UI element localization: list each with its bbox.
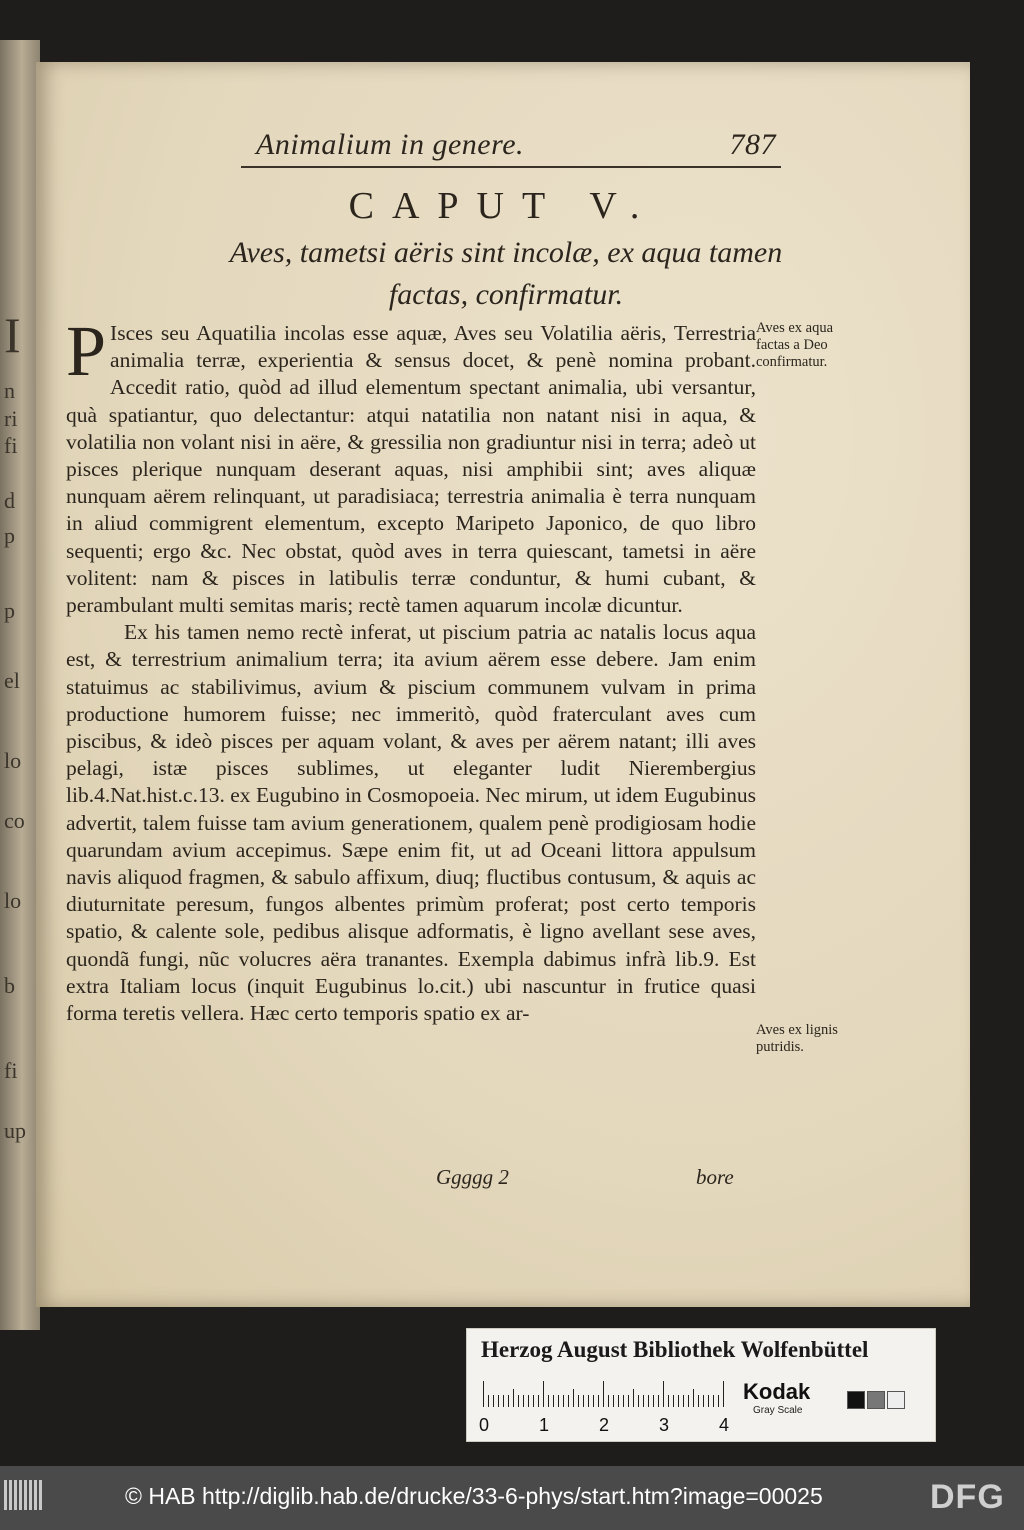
ruler-tick <box>683 1395 684 1407</box>
page-number: 787 <box>729 128 776 161</box>
running-head <box>256 128 776 162</box>
catchword: bore <box>696 1165 734 1189</box>
prev-page-fragment: b <box>4 973 15 998</box>
ruler-tick <box>488 1395 489 1407</box>
ruler-tick <box>723 1381 724 1407</box>
ruler-tick <box>653 1395 654 1407</box>
ruler-number: 3 <box>659 1415 670 1435</box>
ruler-tick <box>648 1395 649 1407</box>
prev-page-fragment: n <box>4 378 15 403</box>
ruler-tick <box>568 1395 569 1407</box>
ruler-tick <box>493 1395 494 1407</box>
subtitle-line-1: Aves, tametsi aëris sint incolæ, ex aqua tamen <box>229 236 783 269</box>
ruler-tick <box>628 1395 629 1407</box>
ruler-tick <box>543 1381 544 1407</box>
ruler-tick <box>503 1395 504 1407</box>
ruler-tick <box>698 1395 699 1407</box>
prev-page-fragment: el <box>4 668 20 693</box>
margin-note-2: Aves ex lignis putridis. <box>756 1022 838 1055</box>
prev-page-fragment: I <box>4 307 21 363</box>
ruler-tick <box>608 1395 609 1407</box>
ruler-tick <box>598 1395 599 1407</box>
gray-swatches <box>847 1391 905 1409</box>
ruler-tick <box>623 1395 624 1407</box>
subtitle-line-2: factas, confirmatur. <box>388 278 624 311</box>
ruler-tick <box>713 1395 714 1407</box>
previous-page-edge <box>0 40 40 1330</box>
swatch-white <box>887 1391 905 1409</box>
ruler-tick <box>498 1395 499 1407</box>
ruler-number: 1 <box>539 1415 550 1435</box>
ruler-tick <box>593 1395 594 1407</box>
prev-page-fragment: p <box>4 523 15 548</box>
chapter-subtitle <box>116 232 896 316</box>
ruler-tick <box>718 1395 719 1407</box>
ruler-tick <box>678 1395 679 1407</box>
ruler-tick <box>578 1395 579 1407</box>
prev-page-fragment: lo <box>4 888 22 913</box>
ruler-tick <box>613 1395 614 1407</box>
library-name: Herzog August Bibliothek Wolfenbüttel <box>481 1337 869 1362</box>
swatch-gray <box>867 1391 885 1409</box>
ruler-tick <box>658 1395 659 1407</box>
library-label <box>466 1328 936 1442</box>
ruler-tick <box>483 1381 484 1407</box>
ruler-tick <box>708 1395 709 1407</box>
ruler-number: 4 <box>719 1415 730 1435</box>
ruler-tick <box>558 1395 559 1407</box>
ruler-tick <box>638 1395 639 1407</box>
paragraph-1-text: Isces seu Aquatilia incolas esse aquæ, Aves seu Volatilia aëris, Terrestria animalia terræ, experientia & sensus docet, & penè nomina probant. Accedit ratio, quòd ad illud elementum spectant animalia, ubi versantur, quà spatiantur, quo delectantur: atqui natatilia non natant nisi in aqua, & volatilia non volant nisi in aëre, & gressilia non gradiuntur nisi in terra; adeò ut pisces plerique nunquam deserant aquas, nisi amphibii sint; aves aliquæ nunquam aërem relinquant, ut paradisiaca; terrestria animalia è terra nunquam in aliud commigrent elementum, excepto Maripeto Japonico, de quo libro sequenti; ergo &c. Nec obstat, quòd aves in terra quiescant, tametsi in aëre volitent: nam & pisces in latibulis terræ conduntur, & humi cubant, & perambulant multi semitas maris; rectè tamen aquarum incolæ dicuntur. <box>66 321 756 618</box>
prev-page-fragment: p <box>4 598 15 623</box>
ruler-tick <box>533 1395 534 1407</box>
ruler-tick <box>583 1395 584 1407</box>
paragraph-2: Ex his tamen nemo rectè inferat, ut piscium patria ac natalis locus aqua est, & terrestrium animalium terra; ita avium aërem esse debere. Jam enim statuimus ac stabilivimus, avium & piscium communem vulvam in prima productione humorem fuisse; nec immeritò, quòd fraterculant aves cum piscibus, & ideò pisces per aquam volant, & aves per aërem natant; illi aves pelagi, istæ pisces sublimes, ut eleganter ludit Nierembergius lib.4.Nat.hist.c.13. ex Eugubino in Cosmopoeia. Nec mirum, ut idem Eugubinus advertit, talem fuisse tam avium generationem, qualem penè prodigiosam hodie quarundam avium accepimus. Sæpe enim fit, ut ad Oceani littora appulsum navis aliquod fragmen, & sabulo affixum, diuq; fluctibus contusum, & aquis ac diuturnitate peresum, fungos albentes primùm proferat; post certo temporis spatio, & calente sole, pedibus alisque adformatis, è ligno avellant sese aves, quondã fungi, nũc volucres aëra tranantes. Exempla dabimus infrà lib.9. Est extra Italiam locus (inquit Eugubinus lo.cit.) ubi nascuntur in frutice quasi forma teretis vellera. Hæc certo temporis spatio ex ar- <box>66 620 756 1026</box>
ruler-tick <box>643 1395 644 1407</box>
ruler-tick <box>588 1395 589 1407</box>
ruler-number: 0 <box>479 1415 490 1435</box>
hab-logo-icon <box>4 1480 42 1510</box>
ruler-tick <box>673 1395 674 1407</box>
ruler-tick <box>703 1395 704 1407</box>
ruler-tick <box>528 1395 529 1407</box>
paragraph-1 <box>66 311 756 619</box>
ruler-tick <box>573 1389 574 1407</box>
header-rule <box>241 166 781 168</box>
ruler-tick <box>563 1395 564 1407</box>
gray-scale-label: Gray Scale <box>753 1405 803 1416</box>
drop-cap: P <box>66 311 107 391</box>
scale-ruler <box>483 1381 729 1407</box>
ruler-tick <box>668 1395 669 1407</box>
margin-note-1: Aves ex aqua factas a Deo confirmatur. <box>756 320 834 370</box>
dfg-logo: DFG <box>930 1478 1005 1516</box>
signature-mark: Ggggg 2 <box>436 1165 509 1189</box>
ruler-tick <box>633 1389 634 1407</box>
running-head-text: Animalium in genere. <box>256 128 525 161</box>
prev-page-fragment: ri <box>4 406 18 431</box>
ruler-tick <box>693 1389 694 1407</box>
footer-bar <box>0 1466 1024 1530</box>
prev-page-fragment: up <box>4 1118 26 1143</box>
ruler-tick <box>553 1395 554 1407</box>
prev-page-fragment: lo <box>4 748 22 773</box>
ruler-tick <box>523 1395 524 1407</box>
ruler-tick <box>548 1395 549 1407</box>
prev-page-fragment: fi <box>4 1058 18 1083</box>
kodak-logo: Kodak <box>743 1379 811 1404</box>
source-link[interactable]: © HAB http://diglib.hab.de/drucke/33-6-phys/start.htm?image=00025 <box>125 1483 823 1509</box>
body-text <box>66 311 756 1027</box>
ruler-tick <box>518 1395 519 1407</box>
ruler-tick <box>538 1395 539 1407</box>
ruler-tick <box>618 1395 619 1407</box>
chapter-title: CAPUT V. <box>348 185 658 227</box>
prev-page-fragment: d <box>4 488 15 513</box>
ruler-tick <box>508 1395 509 1407</box>
ruler-tick <box>688 1395 689 1407</box>
swatch-black <box>847 1391 865 1409</box>
ruler-tick <box>513 1389 514 1407</box>
ruler-tick <box>603 1381 604 1407</box>
ruler-tick <box>663 1381 664 1407</box>
ruler-number: 2 <box>599 1415 610 1435</box>
prev-page-fragment: fi <box>4 433 18 458</box>
book-page <box>36 62 970 1307</box>
prev-page-fragment: co <box>4 808 25 833</box>
